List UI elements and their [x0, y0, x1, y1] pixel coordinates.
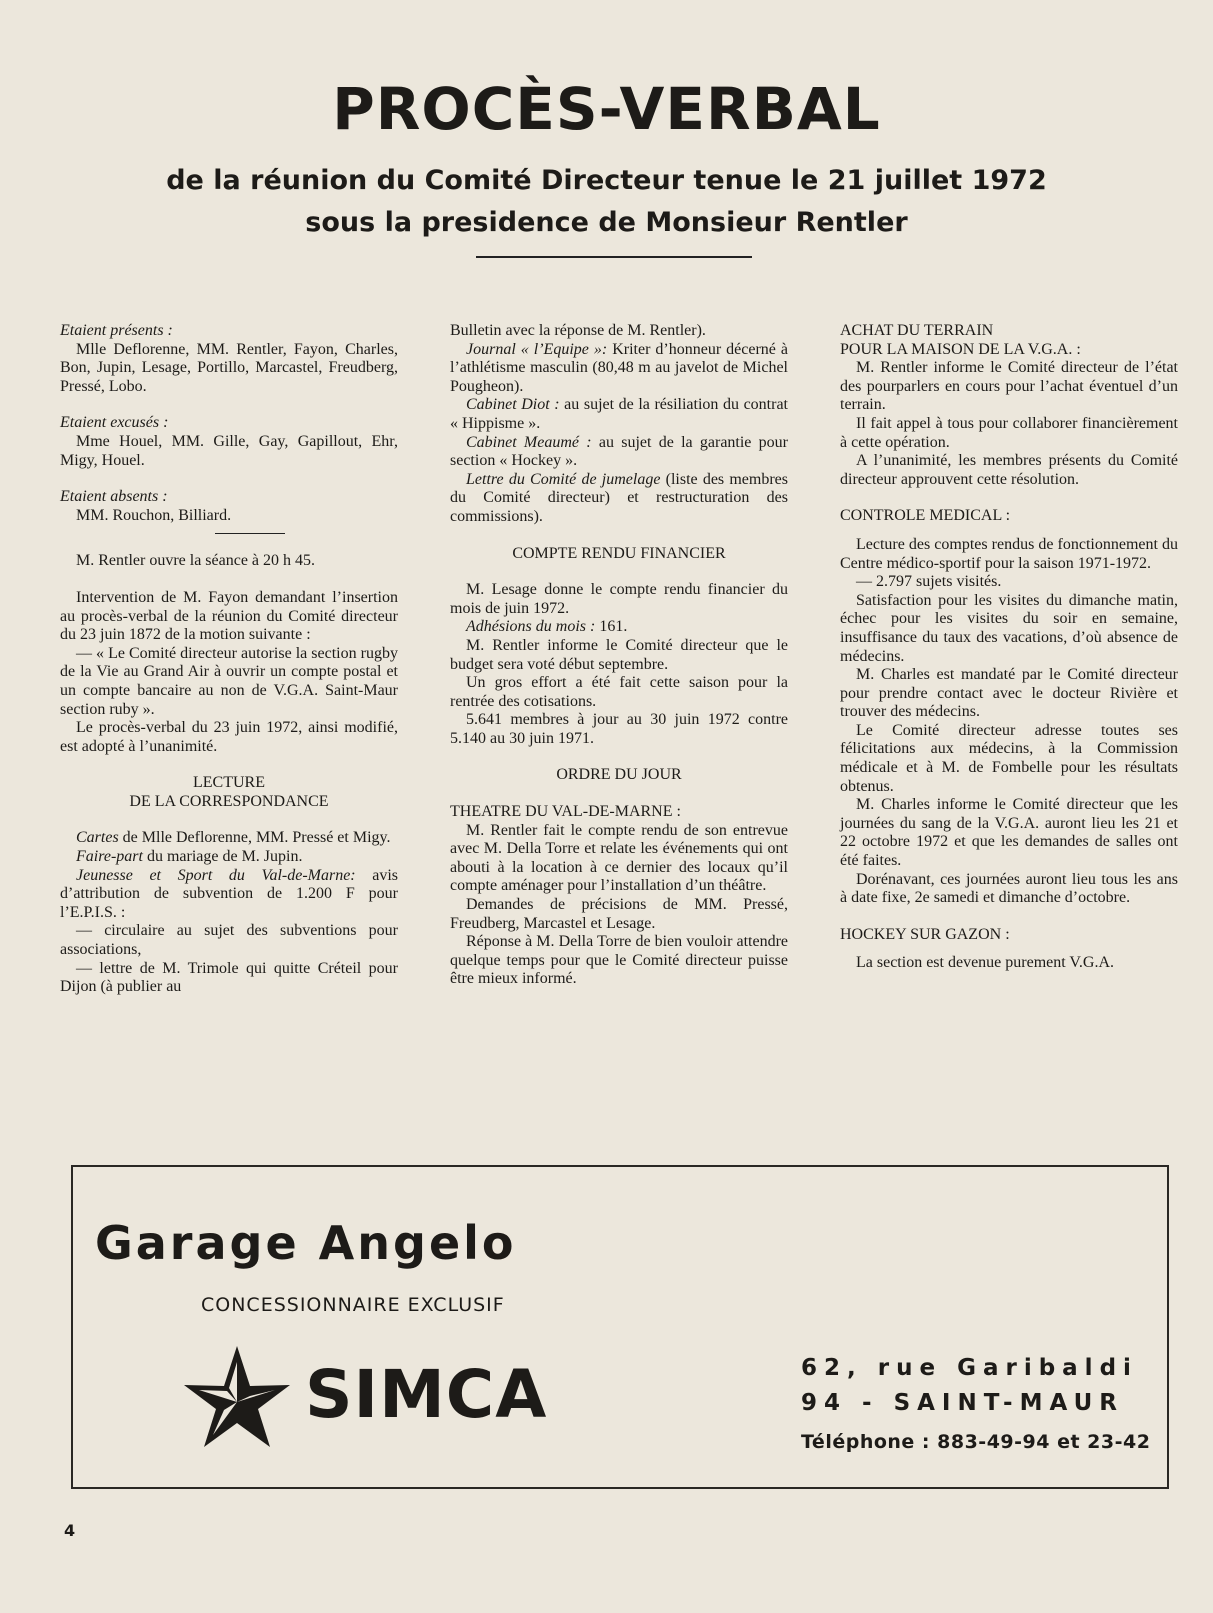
column-3 — [840, 322, 1178, 973]
subtitle-line-2: sous la presidence de Monsieur Rentler — [305, 207, 908, 238]
ad-business-name: Garage Angelo — [95, 1216, 517, 1270]
ad-tagline: CONCESSIONNAIRE EXCLUSIF — [201, 1294, 505, 1316]
diot-paragraph: Cabinet Diot : au sujet de la résiliation du contrat « Hippisme ». — [450, 396, 789, 432]
absent-label: Etaient absents : — [60, 488, 168, 506]
circulaire-paragraph: — circulaire au sujet des subventions pour associations, — [60, 922, 398, 959]
lesage-paragraph: M. Lesage donne le compte rendu financier du mois de juin 1972. — [450, 581, 788, 617]
cartes-paragraph: Cartes de Mlle Deflorenne, MM. Pressé et Migy. — [76, 829, 391, 847]
excused-label: Etaient excusés : — [60, 414, 169, 432]
opening-paragraph: M. Rentler ouvre la séance à 20 h 45. — [76, 552, 316, 570]
ad-address-street: 62, rue Garibaldi — [801, 1355, 1138, 1381]
ad-phone: Téléphone : 883-49-94 et 23-42 — [801, 1431, 1151, 1453]
sujets-paragraph: — 2.797 sujets visités. — [856, 573, 1002, 591]
absent-names: MM. Rouchon, Billiard. — [76, 506, 232, 524]
medical-heading: CONTROLE MEDICAL : — [840, 507, 1011, 525]
reponse-paragraph: Réponse à M. Della Torre de bien vouloir attendre quelque temps pour que le Comité directeur puisse être mieux informé. — [450, 933, 788, 988]
simca-brand-text: SIMCA — [305, 1356, 548, 1433]
adhesions-paragraph: Adhésions du mois : 161. — [466, 618, 628, 636]
meaume-paragraph: Cabinet Meaumé : au sujet de la garantie pour section « Hockey ». — [450, 433, 788, 470]
excused-names: Mme Houel, MM. Gille, Gay, Gapillout, Ehr, Migy, Houel. — [60, 432, 398, 469]
column-2 — [450, 322, 788, 989]
hockey-heading: HOCKEY SUR GAZON : — [840, 925, 1010, 943]
unanimite-paragraph: A l’unanimité, les membres présents du Comité directeur approuvent cette résolution. — [840, 452, 1178, 488]
title-divider — [476, 256, 752, 258]
simca-star-icon — [177, 1342, 297, 1462]
terrain-heading-2: POUR LA MAISON DE LA V.G.A. : — [840, 340, 1081, 358]
terrain-heading-1: ACHAT DU TERRAIN — [840, 322, 994, 339]
jumelage-paragraph: Lettre du Comité de jumelage (liste des membres du Comité directeur) et restructuration des commissions). — [450, 470, 789, 525]
column-1 — [60, 322, 398, 997]
journal-paragraph: Journal « l’Equipe »: Kriter d’honneur décerné à l’athlétisme masculin (80,48 m au javelot de Michel Pougheon). — [450, 340, 788, 395]
members-paragraph: 5.641 membres à jour au 30 juin 1972 contre 5.140 au 30 juin 1971. — [450, 711, 788, 747]
page-number: 4 — [64, 1521, 76, 1540]
adoption-paragraph: Le procès-verbal du 23 juin 1972, ainsi modifié, est adopté à l’unanimité. — [60, 719, 398, 755]
lettre-paragraph: — lettre de M. Trimole qui quitte Créteil pour Dijon (à publier au — [60, 959, 398, 996]
agenda-heading: ORDRE DU JOUR — [556, 766, 682, 784]
intervention-paragraph: Intervention de M. Fayon demandant l’insertion au procès-verbal de la réunion du Comité directeur du 23 juin 1872 de la motion suivante : — [60, 588, 398, 644]
felicitations-paragraph: Le Comité directeur adresse toutes ses félicitations aux médecins, à la Commission médicale et à M. de Fombelle pour les résultats obtenus. — [840, 721, 1178, 795]
motion-paragraph: — « Le Comité directeur autorise la section rugby de la Vie au Grand Air à ouvrir un compte postal et un compte bancaire au non de V.G.A. Saint-Maur section ruby ». — [60, 644, 398, 718]
satisfaction-paragraph: Satisfaction pour les visites du dimanche matin, échec pour les visites du soir en semaine, insuffisance du taux des vacations, d’où absence de médecins. — [840, 591, 1178, 665]
charles-paragraph: M. Charles est mandaté par le Comité directeur pour prendre contact avec le docteur Rivière et trouver des médecins. — [840, 666, 1178, 721]
budget-paragraph: M. Rentler informe le Comité directeur que le budget sera voté début septembre. — [450, 636, 788, 673]
jeunesse-paragraph: Jeunesse et Sport du Val-de-Marne: avis d’attribution de subvention de 1.200 F pour l’E.P.I.S. : — [60, 866, 399, 921]
appel-paragraph: Il fait appel à tous pour collaborer financièrement à cette opération. — [840, 414, 1178, 451]
present-label: Etaient présents : — [60, 322, 173, 339]
present-names: Mlle Deflorenne, MM. Rentler, Fayon, Charles, Bon, Jupin, Lesage, Portillo, Marcastel, Freudberg, Pressé, Lobo. — [60, 340, 398, 395]
page-title: PROCÈS-VERBAL — [332, 75, 881, 143]
subtitle-line-1: de la réunion du Comité Directeur tenue le 21 juillet 1972 — [166, 165, 1047, 196]
financial-heading: COMPTE RENDU FINANCIER — [512, 544, 726, 562]
precisions-paragraph: Demandes de précisions de MM. Pressé, Freudberg, Marcastel et Lesage. — [450, 896, 788, 932]
theatre-heading: THEATRE DU VAL-DE-MARNE : — [450, 803, 681, 821]
fairepart-paragraph: Faire-part du mariage de M. Jupin. — [76, 848, 303, 866]
advertisement-box — [71, 1165, 1169, 1489]
sang-paragraph: M. Charles informe le Comité directeur que les journées du sang de la V.G.A. auront lieu les 21 et 22 octobre 1972 et que les demandes de salles ont été faites. — [840, 796, 1178, 870]
effort-paragraph: Un gros effort a été fait cette saison pour la rentrée des cotisations. — [450, 674, 788, 710]
dorenavant-paragraph: Dorénavant, ces journées auront lieu tous les ans à date fixe, 2e samedi et dimanche d’octobre. — [840, 870, 1178, 907]
correspondence-heading-1: LECTURE — [193, 774, 265, 792]
medical-paragraph: Lecture des comptes rendus de fonctionnement du Centre médico-sportif pour la saison 1971-1972. — [840, 535, 1178, 572]
bulletin-paragraph: Bulletin avec la réponse de M. Rentler). — [450, 322, 706, 339]
ad-address-city: 94 - SAINT-MAUR — [801, 1390, 1124, 1416]
correspondence-heading-2: DE LA CORRESPONDANCE — [129, 792, 329, 810]
terrain-paragraph: M. Rentler informe le Comité directeur de l’état des pourparlers en cours pour l’achat éventuel d’un terrain. — [840, 359, 1178, 414]
theatre-paragraph: M. Rentler fait le compte rendu de son entrevue avec M. Della Torre et relate les événements qui ont abouti à la location à ce dernier des locaux qu’il compte aménager pour l’installation d’un théâtre. — [450, 821, 788, 895]
hockey-paragraph: La section est devenue purement V.G.A. — [856, 954, 1115, 972]
